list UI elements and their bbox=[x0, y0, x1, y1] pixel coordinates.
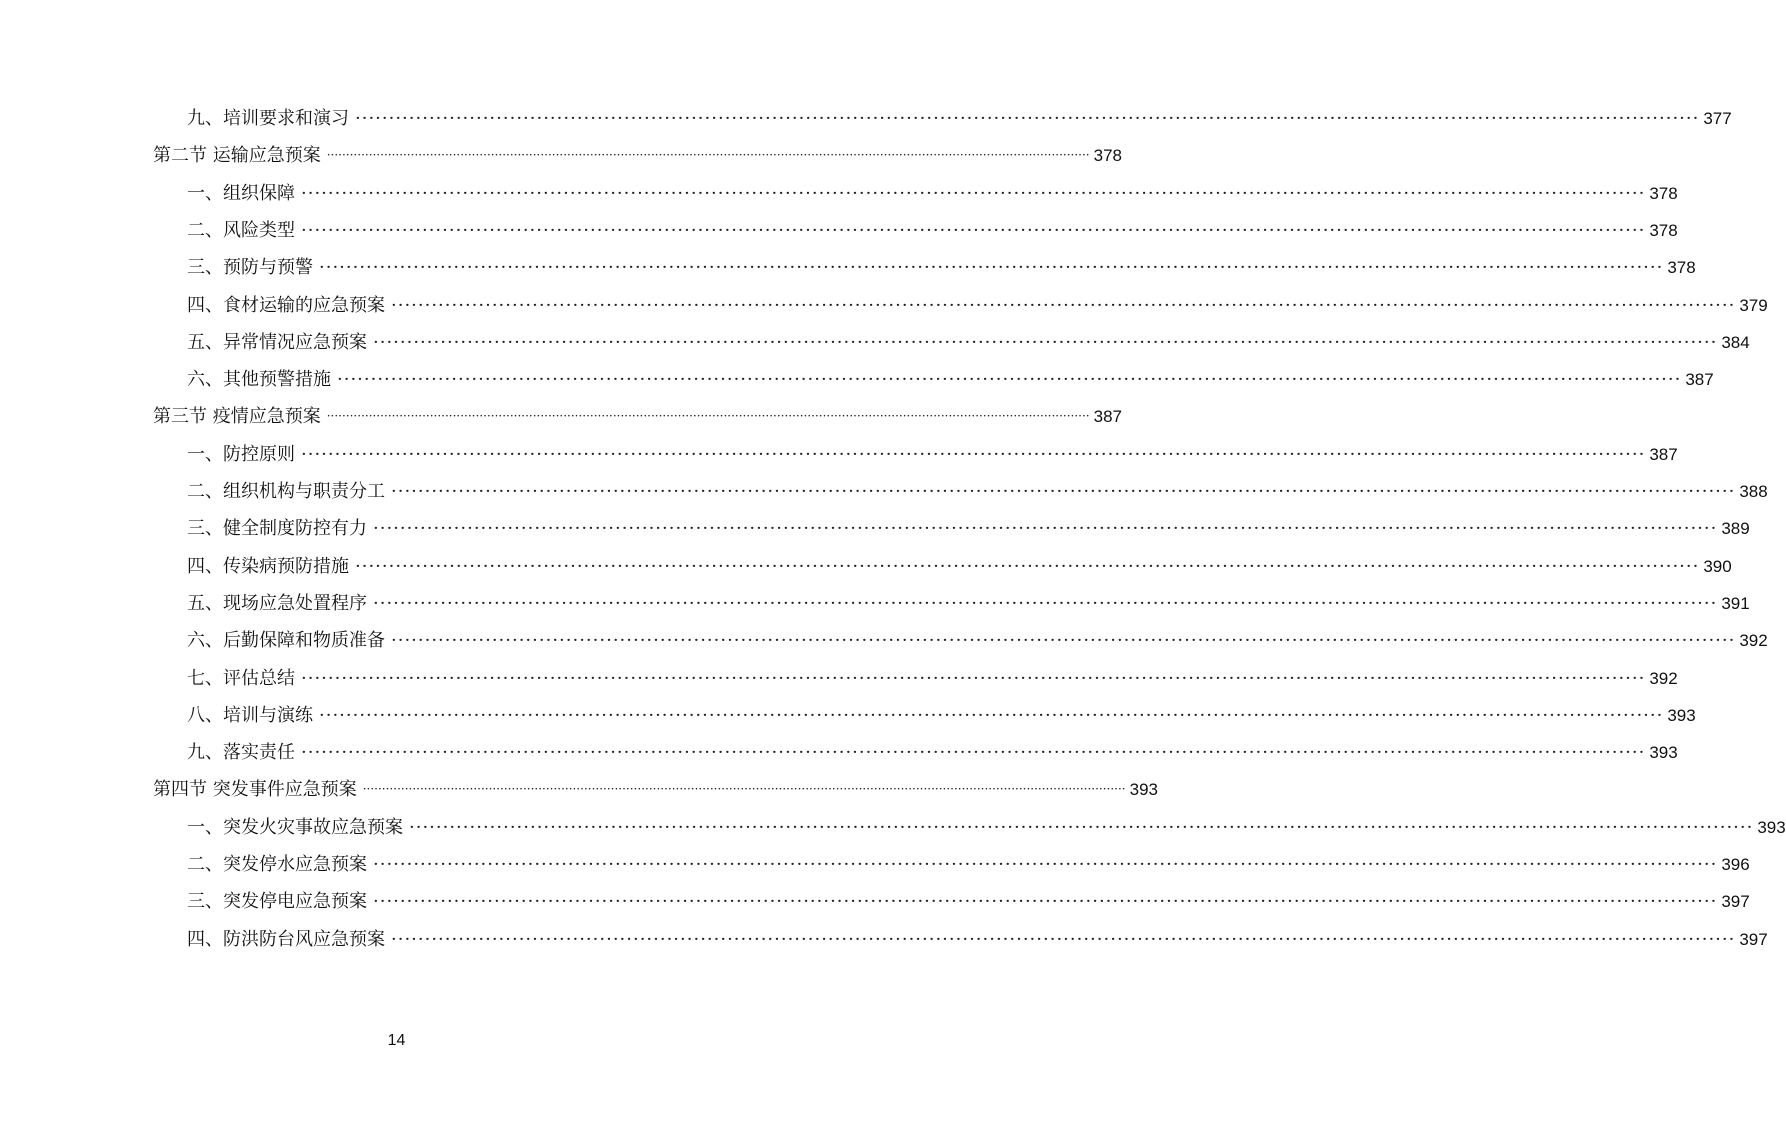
toc-entry-page: 388 bbox=[1739, 482, 1768, 501]
toc-entry-page: 377 bbox=[1703, 109, 1732, 128]
toc-entry bbox=[0, 436, 1678, 473]
toc-entry-page: 389 bbox=[1721, 519, 1750, 539]
toc-entry-title: 三、突发停电应急预案 bbox=[187, 891, 367, 913]
toc-entry-title: 九、落实责任 bbox=[187, 742, 295, 764]
toc-entry bbox=[0, 510, 1750, 547]
toc-entry-page: 378 bbox=[1649, 220, 1678, 240]
toc-entry-title: 三、健全制度防控有力 bbox=[187, 518, 367, 540]
toc-dot-leader: ········································································································································································································ bbox=[373, 854, 1718, 875]
toc-entry-page: 387 bbox=[1649, 444, 1678, 464]
toc-entry-title: 六、其他预警措施 bbox=[187, 369, 331, 391]
toc-dot-leader: ········································································································································································································ bbox=[301, 742, 1646, 764]
toc-entry-title: 第三节 疫情应急预案 bbox=[153, 406, 321, 428]
toc-dot-leader: ········································································································································································································ bbox=[391, 481, 1736, 502]
toc-entry-page: 397 bbox=[1721, 892, 1750, 912]
toc-dot-leader: ········································································································································································································ bbox=[373, 891, 1718, 913]
toc-entry-page: 397 bbox=[1739, 929, 1768, 949]
toc-entry-page: 392 bbox=[1739, 631, 1768, 651]
toc-dot-leader: ········································································································································································································ bbox=[337, 369, 1682, 391]
toc-entry-title: 四、防洪防台风应急预案 bbox=[187, 928, 385, 950]
toc-dot-leader: ········································································································································································································ bbox=[319, 704, 1664, 726]
toc-entry-title: 第四节 突发事件应急预案 bbox=[153, 779, 357, 801]
toc-entry bbox=[0, 585, 1750, 622]
toc-entry bbox=[0, 249, 1696, 286]
toc-entry bbox=[0, 660, 1678, 697]
toc-entry bbox=[0, 287, 1768, 324]
toc-entry-title: 二、突发停水应急预案 bbox=[187, 854, 367, 875]
toc-entry-page: 393 bbox=[1129, 780, 1158, 800]
toc-dot-leader: ········································································································································································································ bbox=[391, 928, 1736, 950]
toc-entry-page: 384 bbox=[1721, 332, 1750, 352]
toc-entry-page: 393 bbox=[1649, 743, 1678, 763]
toc-dot-leader: ········································································································································································································ bbox=[301, 219, 1646, 241]
toc-entry-page: 379 bbox=[1739, 295, 1768, 315]
toc-entry-page: 390 bbox=[1703, 556, 1732, 576]
toc-entry-title: 一、组织保障 bbox=[187, 182, 295, 204]
toc-dot-leader: ········································································································································································································ bbox=[326, 409, 1090, 424]
toc-entry bbox=[0, 921, 1768, 958]
toc-entry-page: 378 bbox=[1093, 146, 1122, 166]
toc-entry-page: 396 bbox=[1721, 855, 1750, 874]
toc-dot-leader: ········································································································································································································ bbox=[373, 592, 1718, 614]
toc-entry-title: 五、异常情况应急预案 bbox=[187, 331, 367, 353]
toc-entry-page: 387 bbox=[1685, 370, 1714, 390]
toc-entry bbox=[0, 212, 1678, 249]
toc-entry bbox=[0, 622, 1768, 659]
toc-entry-title: 三、预防与预警 bbox=[187, 257, 313, 279]
page-number: 14 bbox=[387, 1032, 406, 1049]
toc-entry-title: 四、传染病预防措施 bbox=[187, 555, 349, 577]
toc-entry-title: 一、防控原则 bbox=[187, 443, 295, 465]
toc-entry bbox=[0, 324, 1750, 361]
toc-dot-leader: ········································································································································································································ bbox=[391, 630, 1736, 652]
toc-entry-title: 四、食材运输的应急预案 bbox=[187, 294, 385, 316]
toc-section-heading bbox=[0, 137, 1122, 174]
toc-dot-leader: ········································································································································································································ bbox=[373, 518, 1718, 540]
toc-entry-title: 第二节 运输应急预案 bbox=[153, 145, 321, 167]
toc-entry-page: 393 bbox=[1757, 817, 1786, 837]
toc-dot-leader: ········································································································································································································ bbox=[355, 108, 1700, 129]
toc-entry bbox=[0, 175, 1678, 212]
toc-entry bbox=[0, 361, 1714, 398]
toc-entry-page: 378 bbox=[1649, 183, 1678, 203]
toc-entry bbox=[0, 473, 1768, 510]
toc-dot-leader: ········································································································································································································ bbox=[319, 257, 1664, 279]
toc-entry-title: 八、培训与演练 bbox=[187, 704, 313, 726]
toc-entry bbox=[0, 846, 1750, 883]
toc-entry-page: 387 bbox=[1093, 407, 1122, 427]
toc-dot-leader: ········································································································································································································ bbox=[301, 443, 1646, 465]
toc-dot-leader: ········································································································································································································ bbox=[301, 182, 1646, 204]
toc-entry-page: 391 bbox=[1721, 593, 1750, 613]
toc-section-heading bbox=[0, 398, 1122, 435]
toc-dot-leader: ········································································································································································································ bbox=[409, 816, 1754, 838]
toc-entry bbox=[0, 697, 1696, 734]
toc-entry-page: 378 bbox=[1667, 258, 1696, 278]
toc-entry-title: 二、风险类型 bbox=[187, 219, 295, 241]
toc-entry-title: 六、后勤保障和物质准备 bbox=[187, 630, 385, 652]
toc-entry-title: 七、评估总结 bbox=[187, 667, 295, 689]
toc-entry-title: 五、现场应急处置程序 bbox=[187, 592, 367, 614]
toc-dot-leader: ········································································································································································································ bbox=[362, 782, 1126, 797]
toc-entry-title: 一、突发火灾事故应急预案 bbox=[187, 816, 403, 838]
toc-entry-page: 392 bbox=[1649, 668, 1678, 688]
toc-entry bbox=[0, 809, 1786, 846]
toc-entry-title: 九、培训要求和演习 bbox=[187, 108, 349, 129]
toc-dot-leader: ········································································································································································································ bbox=[326, 148, 1090, 163]
toc-entry bbox=[0, 100, 1732, 137]
toc-entry bbox=[0, 734, 1678, 771]
toc-dot-leader: ········································································································································································································ bbox=[373, 331, 1718, 353]
toc-dot-leader: ········································································································································································································ bbox=[391, 294, 1736, 316]
toc-entry-page: 393 bbox=[1667, 705, 1696, 725]
toc-section-heading bbox=[0, 771, 1158, 808]
toc-entry-title: 二、组织机构与职责分工 bbox=[187, 481, 385, 502]
toc-entry bbox=[0, 548, 1732, 585]
toc-entry bbox=[0, 883, 1750, 920]
table-of-contents bbox=[0, 100, 1786, 980]
toc-dot-leader: ········································································································································································································ bbox=[355, 555, 1700, 577]
toc-dot-leader: ········································································································································································································ bbox=[301, 667, 1646, 689]
